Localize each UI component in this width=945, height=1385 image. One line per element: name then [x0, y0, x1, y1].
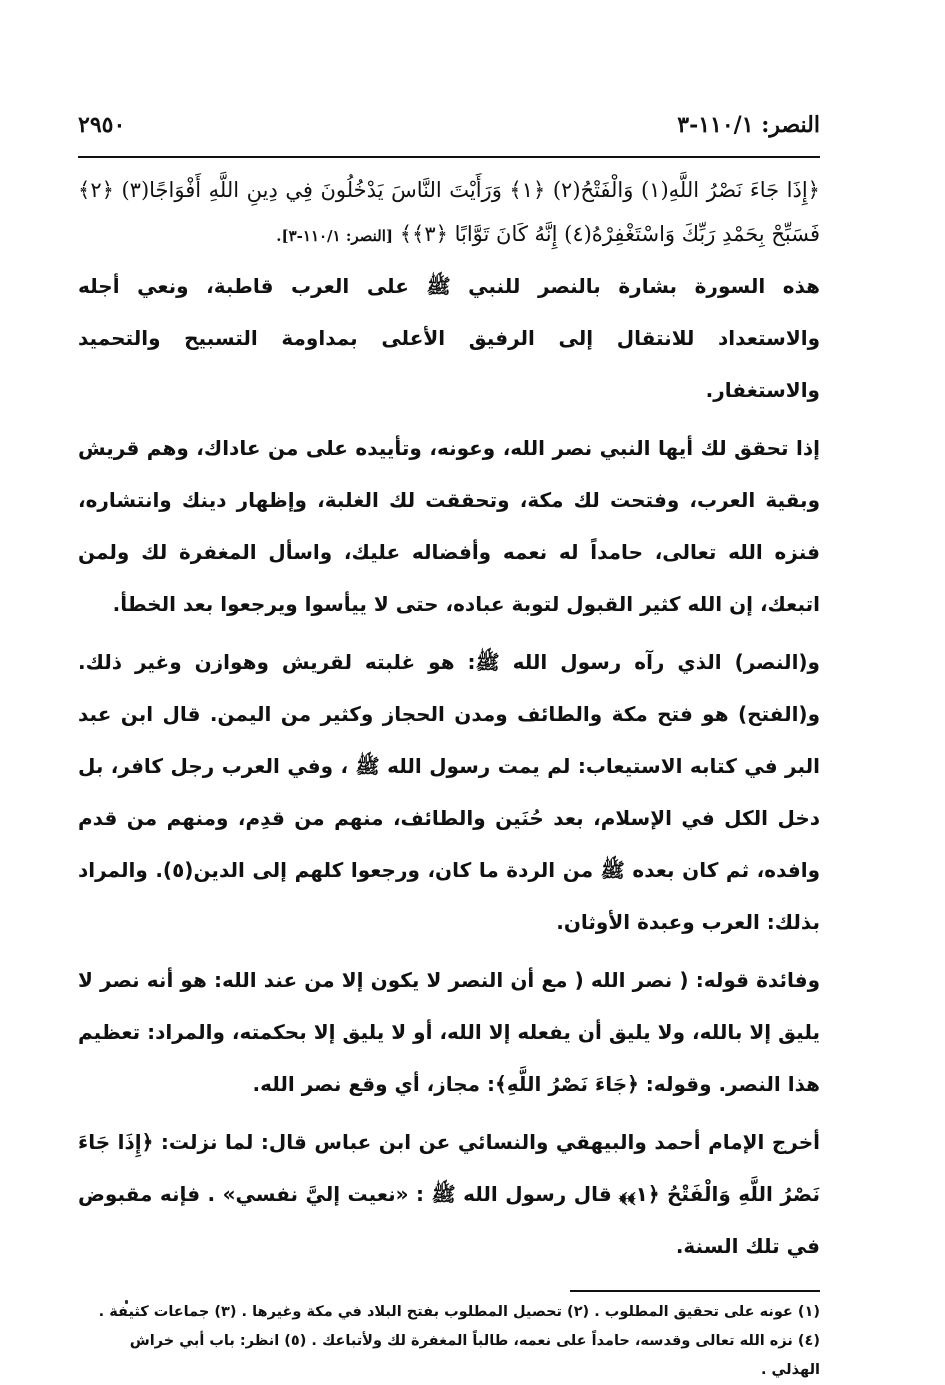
paragraph-hadith: أخرج الإمام أحمد والبيهقي والنسائي عن ابن عباس قال: لما نزلت: ﴿إِذَا جَاءَ نَصْرُ اللَّهِ وَالْفَتْحُ ﴿١﴾﴾ قال رسول الله ﷺ : «نعيت إليَّ نفسي» . فإنه مقبوض في تلك السنة. — [78, 1130, 820, 1258]
surah-reference: النصر: ١١٠/١-٣ — [677, 112, 820, 138]
footnotes — [78, 1298, 820, 1385]
paragraph-summary: هذه السورة بشارة بالنصر للنبي ﷺ على العرب قاطبة، ونعي أجله والاستعداد للانتقال إلى الرفيق الأعلى بمداومة التسبيح والتحميد والاستغفار. — [78, 274, 820, 402]
paragraph-explanation: إذا تحقق لك أيها النبي نصر الله، وعونه، وتأييده على من عاداك، وهم قريش وبقية العرب، وفتحت لك مكة، وتحققت لك الغلبة، وإظهار دينك وانتشاره، فنزه الله تعالى، حامداً له نعمه وأفضاله عليك، واسأل المغفرة لك ولمن اتبعك، إن الله كثير القبول لتوبة عباده، حتى لا ييأسوا ويرجعوا بعد الخطأ. — [78, 436, 820, 616]
quran-verses — [78, 168, 820, 258]
book-page — [78, 112, 820, 1385]
footnote-line: (١) عونه على تحقيق المطلوب . (٢) تحصيل المطلوب بفتح البلاد في مكة وغيرها . (٣) جماعات كثيفة . — [98, 1304, 820, 1320]
paragraph-benefit: وفائدة قوله: ( نصر الله ( مع أن النصر لا يكون إلا من عند الله: هو أنه نصر لا يليق إلا بالله، ولا يليق أن يفعله إلا الله، أو لا يليق إلا بحكمته، والمراد: تعظيم هذا النصر. وقوله: ﴿جَاءَ نَصْرُ اللَّهِ﴾: مجاز، أي وقع نصر الله. — [78, 968, 820, 1096]
page-header — [78, 112, 820, 158]
verse-citation: [النصر: ١١٠/١-٣]. — [276, 227, 394, 245]
footnote-line: (٤) نزه الله تعالى وقدسه، حامداً على نعمه، طالباً المغفرة لك ولأتباعك . (٥) انظر: باب أبي خراش الهذلي . — [129, 1333, 820, 1378]
verse-text: ﴿إِذَا جَاءَ نَصْرُ اللَّهِ(١) وَالْفَتْحُ(٢) ﴿١﴾ وَرَأَيْتَ النَّاسَ يَدْخُلُونَ فِي دِينِ اللَّهِ أَفْوَاجًا(٣) ﴿٢﴾ فَسَبِّحْ بِحَمْدِ رَبِّكَ وَاسْتَغْفِرْهُ(٤) إِنَّهُ كَانَ تَوَّابًا ﴿٣﴾﴾ — [78, 178, 820, 246]
paragraph-nasr-fath: و(النصر) الذي رآه رسول الله ﷺ: هو غلبته لقريش وهوازن وغير ذلك. و(الفتح) هو فتح مكة والطائف ومدن الحجاز وكثير من اليمن. قال ابن عبد البر في كتابه الاستيعاب: لم يمت رسول الله ﷺ ، وفي العرب رجل كافر، بل دخل الكل في الإسلام، بعد حُنَين والطائف، منهم من قدِم، ومنهم من قدم وافده، ثم كان بعده ﷺ من الردة ما كان، ورجعوا كلهم إلى الدين(٥). والمراد بذلك: العرب وعبدة الأوثان. — [78, 650, 821, 934]
footnote-divider — [570, 1290, 820, 1292]
scan-speck — [125, 1300, 128, 1304]
page-number: ٢٩٥٠ — [78, 112, 126, 138]
